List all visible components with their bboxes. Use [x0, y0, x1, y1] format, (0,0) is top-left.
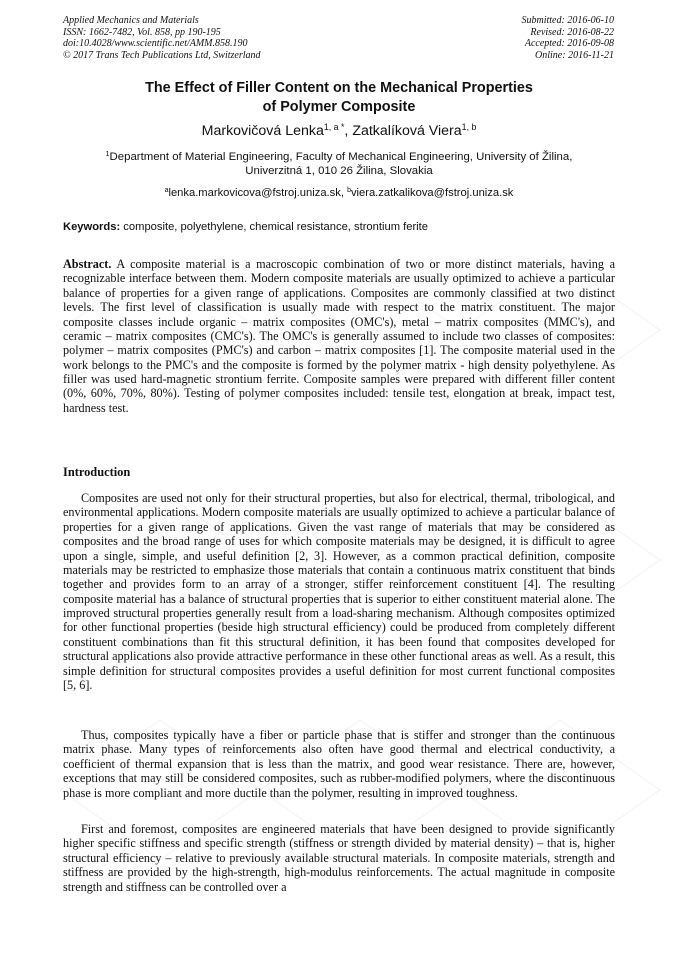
- date-submitted: Submitted: 2016-06-10: [521, 15, 614, 26]
- abstract: [63, 257, 615, 415]
- date-accepted: Accepted: 2016-09-08: [524, 38, 614, 49]
- email-a-mark: a: [164, 187, 169, 195]
- title-line-1: The Effect of Filler Content on the Mechanical Properties: [145, 80, 533, 96]
- journal-name: Applied Mechanics and Materials: [63, 15, 199, 26]
- title-line-2: of Polymer Composite: [262, 99, 416, 115]
- date-online: Online: 2016-11-21: [535, 49, 614, 61]
- introduction-paragraph-3: First and foremost, composites are engineered materials that have been designed to provide significantly higher specific stiffness and specific strength (stiffness or strength divided by material density) – that is, higher structural efficiency – relative to previously available structural materials. In composite materials, strength and stiffness are provided by the high-strength, high-modulus reinforcements. The actual magnitude in composite strength and stiffness can be controlled over a: [63, 822, 615, 894]
- journal-issn: ISSN: 1662-7482, Vol. 858, pp 190-195: [63, 26, 221, 38]
- email-a: lenka.markovicova@fstroj.uniza.sk: [168, 187, 341, 199]
- email-b: viera.zatkalikova@fstroj.uniza.sk: [350, 187, 514, 199]
- abstract-label: Abstract.: [63, 257, 112, 271]
- author-2-affiliation-mark: 1, b: [461, 122, 477, 133]
- journal-doi: doi:10.4028/www.scientific.net/AMM.858.190: [63, 38, 248, 49]
- author-1-affiliation-mark: 1, a *: [323, 122, 345, 133]
- keywords: [63, 220, 615, 234]
- email-b-mark: b: [347, 187, 351, 195]
- affiliation-line-2: Univerzitná 1, 010 26 Žilina, Slovakia: [245, 165, 433, 177]
- affiliation-line-1: Department of Material Engineering, Faculty of Mechanical Engineering, University of Žilina,: [109, 151, 573, 163]
- keywords-text: composite, polyethylene, chemical resistance, strontium ferite: [120, 221, 428, 233]
- section-heading-introduction: Introduction: [63, 465, 131, 479]
- author-list: [63, 121, 615, 141]
- journal-info-header: [63, 15, 261, 61]
- journal-copyright: © 2017 Trans Tech Publications Ltd, Switzerland: [63, 49, 261, 61]
- affiliation: [63, 150, 615, 178]
- keywords-label: Keywords:: [63, 221, 121, 233]
- author-emails: [63, 186, 615, 200]
- author-1-name: Markovičová Lenka: [201, 123, 324, 139]
- introduction-paragraph-1: Composites are used not only for their structural properties, but also for electrical, thermal, tribological, and environmental applications. Modern composite materials are usually optimized to achieve a particular balance of properties for a given range of applications. Given the vast range of materials that may be considered as composites and the broad range of uses for which composite materials may be designed, it is difficult to agree upon a single, simple, and useful definition [2, 3]. However, as a common practical definition, composite materials may be restricted to emphasize those materials that contain a continuous matrix constituent that binds together and provides form to an array of a stronger, stiffer reinforcement constituent [4]. The resulting composite material has a balance of structural properties that is superior to either constituent material alone. The improved structural properties generally result from a load-sharing mechanism. Although composites optimized for other functional properties (beside high structural efficiency) could be produced from completely different constituent combinations than fit this structural definition, it has been found that composites developed for structural applications also provide attractive performance in these other functional areas as well. As a result, this simple definition for structural composites provides a useful definition for most current functional composites [5, 6].: [63, 491, 615, 692]
- dates-header: [522, 15, 615, 61]
- author-separator: ,: [344, 123, 353, 139]
- affiliation-mark: 1: [105, 151, 110, 159]
- date-revised: Revised: 2016-08-22: [530, 26, 614, 38]
- abstract-text: A composite material is a macroscopic combination of two or more distinct materials, having a recognizable interface between them. Modern composite materials are usually optimized to achieve a particular balance of properties for a given range of applications. Composites are commonly classified at two distinct levels. The first level of classification is usually made with respect to the matrix constituent. The major composite classes include organic – matrix composites (OMC's), metal – matrix composites (MMC's), and ceramic – matrix composites (CMC's). The OMC's is generally assumed to include two classes of composites: polymer – matrix composites (PMC's) and carbon – matrix composites [1]. The composite material used in the work belongs to the PMC's and the composite is formed by the polymer matrix - high density polyethylene. As filler was used hard-magnetic strontium ferrite. Composite samples were prepared with different filler content (0%, 60%, 70%, 80%). Testing of polymer composites included: tensile test, elongation at break, impact test, hardness test.: [63, 257, 615, 415]
- author-2-name: Zatkalíková Viera: [352, 123, 462, 139]
- paper-title: [63, 79, 615, 117]
- email-separator: ,: [340, 187, 348, 199]
- introduction-paragraph-2: Thus, composites typically have a fiber or particle phase that is stiffer and stronger than the continuous matrix phase. Many types of reinforcements also often have good thermal and electrical conductivity, a coefficient of thermal expansion that is less than the matrix, and good wear resistance. There are, however, exceptions that may still be considered composites, such as rubber-modified polymers, where the discontinuous phase is more compliant and more ductile than the polymer, resulting in improved toughness.: [63, 728, 615, 800]
